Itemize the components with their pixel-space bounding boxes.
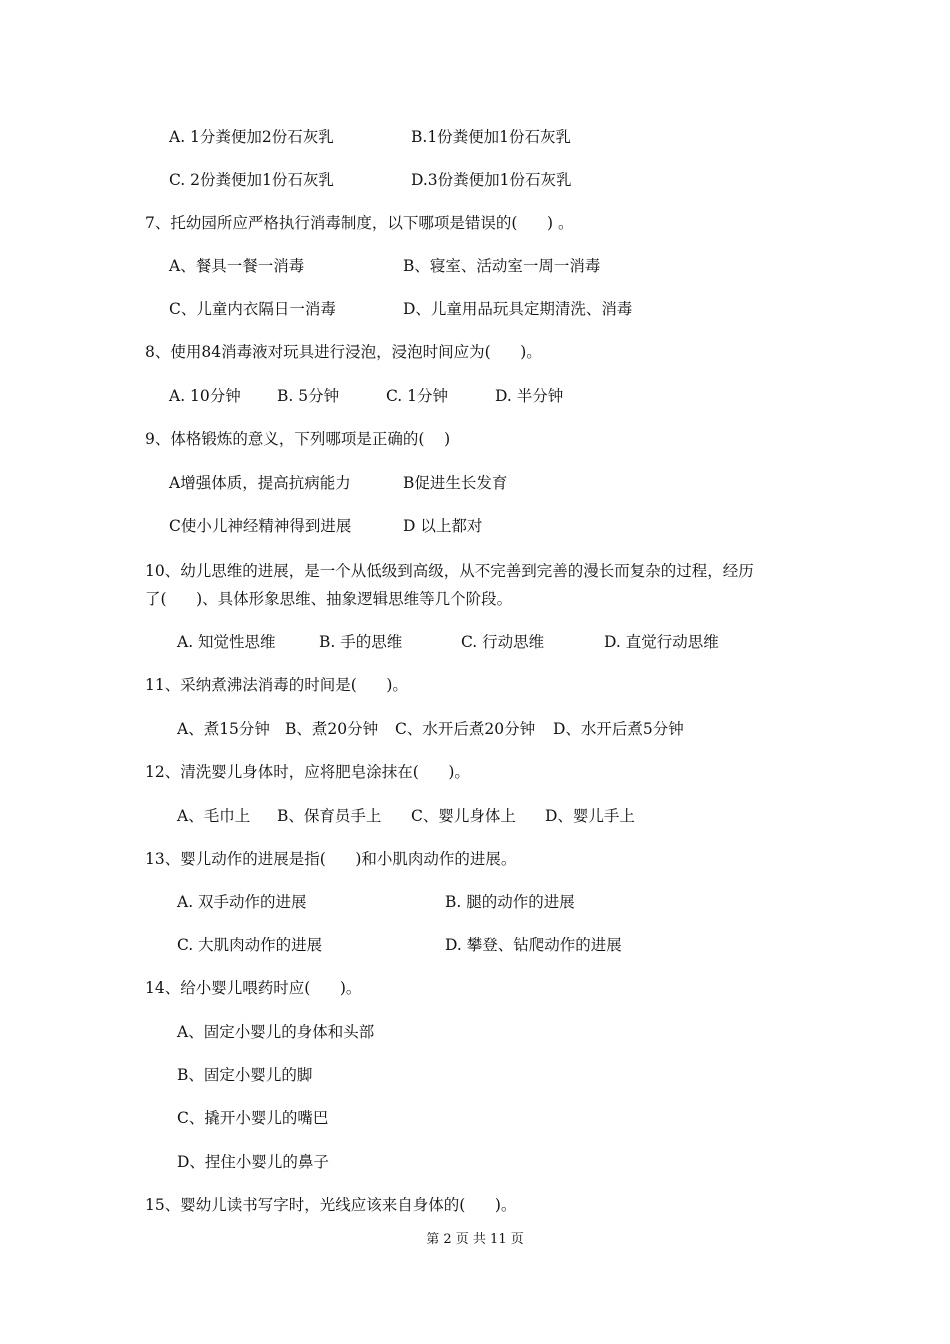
q13-option-b: B. 腿的动作的进展 bbox=[445, 893, 575, 911]
q14-question: 14、给小婴儿喂药时应( )。 bbox=[145, 979, 362, 997]
q10-option-c: C. 行动思维 bbox=[461, 633, 545, 651]
q8-option-d: D. 半分钟 bbox=[495, 387, 564, 405]
q10-option-a: A. 知觉性思维 bbox=[177, 633, 276, 651]
q11-option-b: B、煮20分钟 bbox=[285, 720, 379, 738]
q6-option-a: A. 1分粪便加2份石灰乳 bbox=[169, 128, 334, 146]
q8-option-a: A. 10分钟 bbox=[169, 387, 241, 405]
q13-option-c: C. 大肌肉动作的进展 bbox=[177, 936, 323, 954]
q8-option-b: B. 5分钟 bbox=[277, 387, 340, 405]
q12-question: 12、清洗婴儿身体时，应将肥皂涂抹在( )。 bbox=[145, 763, 470, 781]
q10-question-line2: 了( )、具体形象思维、抽象逻辑思维等几个阶段。 bbox=[145, 590, 513, 608]
q7-option-c: C、儿童内衣隔日一消毒 bbox=[169, 300, 336, 318]
q7-option-d: D、儿童用品玩具定期清洗、消毒 bbox=[403, 300, 633, 318]
q13-option-d: D. 攀登、钻爬动作的进展 bbox=[445, 936, 622, 954]
q14-option-c: C、撬开小婴儿的嘴巴 bbox=[177, 1109, 329, 1127]
q11-option-d: D、水开后煮5分钟 bbox=[553, 720, 684, 738]
q9-question: 9、体格锻炼的意义，下列哪项是正确的( ) bbox=[145, 430, 451, 448]
q6-option-c: C. 2份粪便加1份石灰乳 bbox=[169, 171, 334, 189]
q7-question: 7、托幼园所应严格执行消毒制度，以下哪项是错误的( ) 。 bbox=[145, 214, 574, 232]
page-footer: 第 2 页 共 11 页 bbox=[426, 1232, 524, 1247]
q8-option-c: C. 1分钟 bbox=[386, 387, 449, 405]
q9-option-d: D 以上都对 bbox=[403, 517, 483, 535]
q12-option-b: B、保育员手上 bbox=[277, 807, 382, 825]
q14-option-d: D、捏住小婴儿的鼻子 bbox=[177, 1153, 329, 1171]
q12-option-a: A、毛巾上 bbox=[177, 807, 251, 825]
q9-option-b: B促进生长发育 bbox=[403, 474, 508, 492]
q12-option-d: D、婴儿手上 bbox=[545, 807, 635, 825]
q9-option-a: A增强体质，提高抗病能力 bbox=[169, 474, 351, 492]
q14-option-a: A、固定小婴儿的身体和头部 bbox=[177, 1023, 375, 1041]
q13-question: 13、婴儿动作的进展是指( )和小肌肉动作的进展。 bbox=[145, 850, 517, 868]
q15-question: 15、婴幼儿读书写字时，光线应该来自身体的( )。 bbox=[145, 1196, 517, 1214]
q12-option-c: C、婴儿身体上 bbox=[411, 807, 516, 825]
q6-option-b: B.1份粪便加1份石灰乳 bbox=[411, 128, 572, 146]
q6-option-d: D.3份粪便加1份石灰乳 bbox=[411, 171, 572, 189]
q11-option-a: A、煮15分钟 bbox=[177, 720, 270, 738]
q7-option-b: B、寝室、活动室一周一消毒 bbox=[403, 257, 601, 275]
q7-option-a: A、餐具一餐一消毒 bbox=[169, 257, 305, 275]
q9-option-c: C使小儿神经精神得到进展 bbox=[169, 517, 352, 535]
q10-option-d: D. 直觉行动思维 bbox=[604, 633, 719, 651]
q13-option-a: A. 双手动作的进展 bbox=[177, 893, 307, 911]
q14-option-b: B、固定小婴儿的脚 bbox=[177, 1066, 313, 1084]
q10-question-line1: 10、幼儿思维的进展，是一个从低级到高级，从不完善到完善的漫长而复杂的过程，经历 bbox=[145, 562, 754, 580]
q11-question: 11、采纳煮沸法消毒的时间是( )。 bbox=[145, 676, 408, 694]
q8-question: 8、使用84消毒液对玩具进行浸泡，浸泡时间应为( )。 bbox=[145, 343, 542, 361]
q11-option-c: C、水开后煮20分钟 bbox=[395, 720, 536, 738]
q10-option-b: B. 手的思维 bbox=[319, 633, 403, 651]
